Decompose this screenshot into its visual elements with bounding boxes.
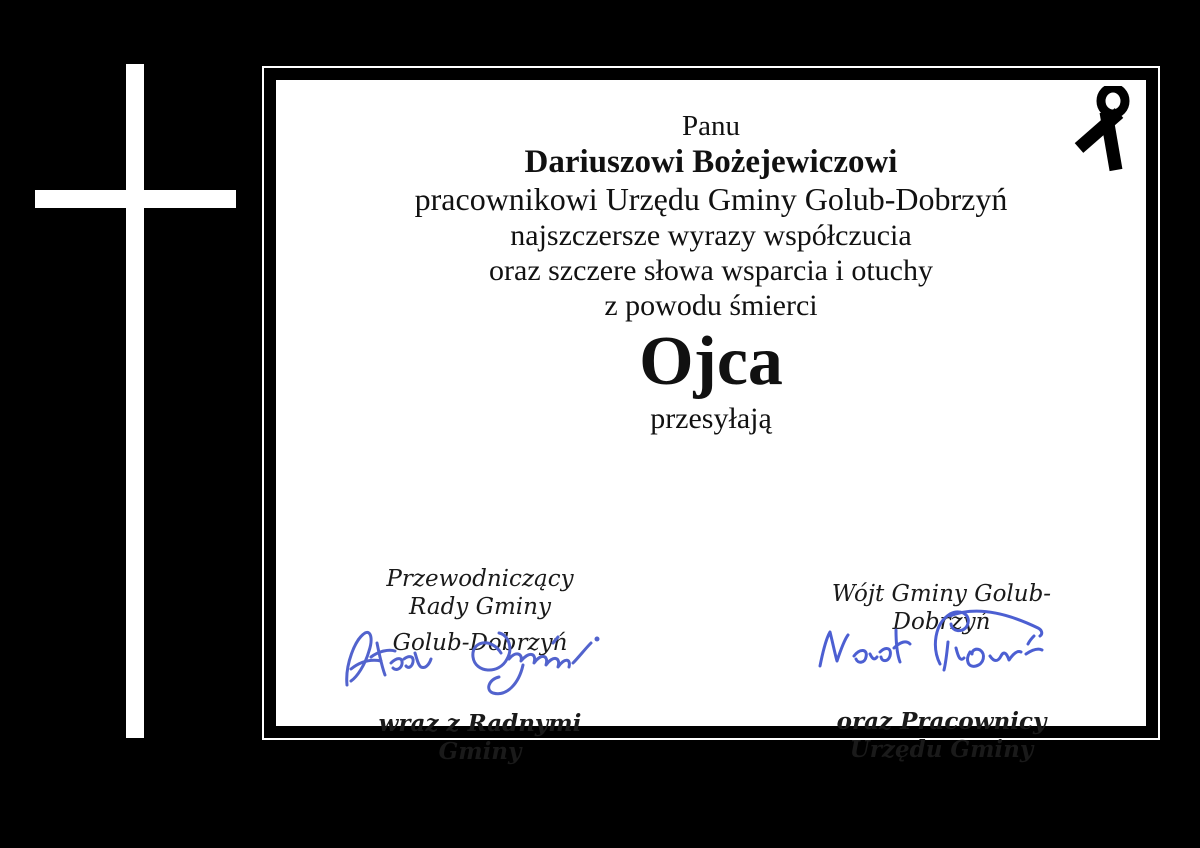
memorial-cross-arm — [35, 190, 236, 208]
memorial-cross — [126, 64, 144, 738]
signatory-left-title-line2: Golub-Dobrzyń — [392, 630, 568, 656]
condolence-message — [276, 80, 1146, 436]
signatory-block-left — [355, 565, 605, 766]
signatory-right-title-line1: Wójt Gminy Golub-Dobrzyń — [831, 581, 1052, 635]
card-frame — [262, 66, 1160, 765]
deceased-relation: Ojca — [639, 323, 783, 400]
handwritten-signature-left — [341, 609, 609, 705]
signatory-right-subtitle: oraz Pracownicy Urzędu Gminy — [836, 708, 1047, 763]
recipient-intro: Panu — [682, 110, 740, 142]
reason-line: z powodu śmierci — [604, 289, 818, 322]
closing-line: przesyłają — [650, 402, 772, 435]
condolence-line-2: oraz szczere słowa wsparcia i otuchy — [489, 254, 933, 287]
signatory-block-right — [800, 580, 1083, 764]
card-face — [276, 80, 1146, 765]
recipient-role: pracownikowi Urzędu Gminy Golub-Dobrzyń — [414, 181, 1008, 217]
signatory-left-title-line1: Przewodniczący Rady Gminy — [386, 566, 574, 620]
signatory-left-subtitle: wraz z Radnymi Gminy — [378, 710, 582, 765]
recipient-name: Dariuszowi Bożejewiczowi — [524, 144, 898, 180]
condolence-line-1: najszczersze wyrazy współczucia — [510, 219, 912, 252]
